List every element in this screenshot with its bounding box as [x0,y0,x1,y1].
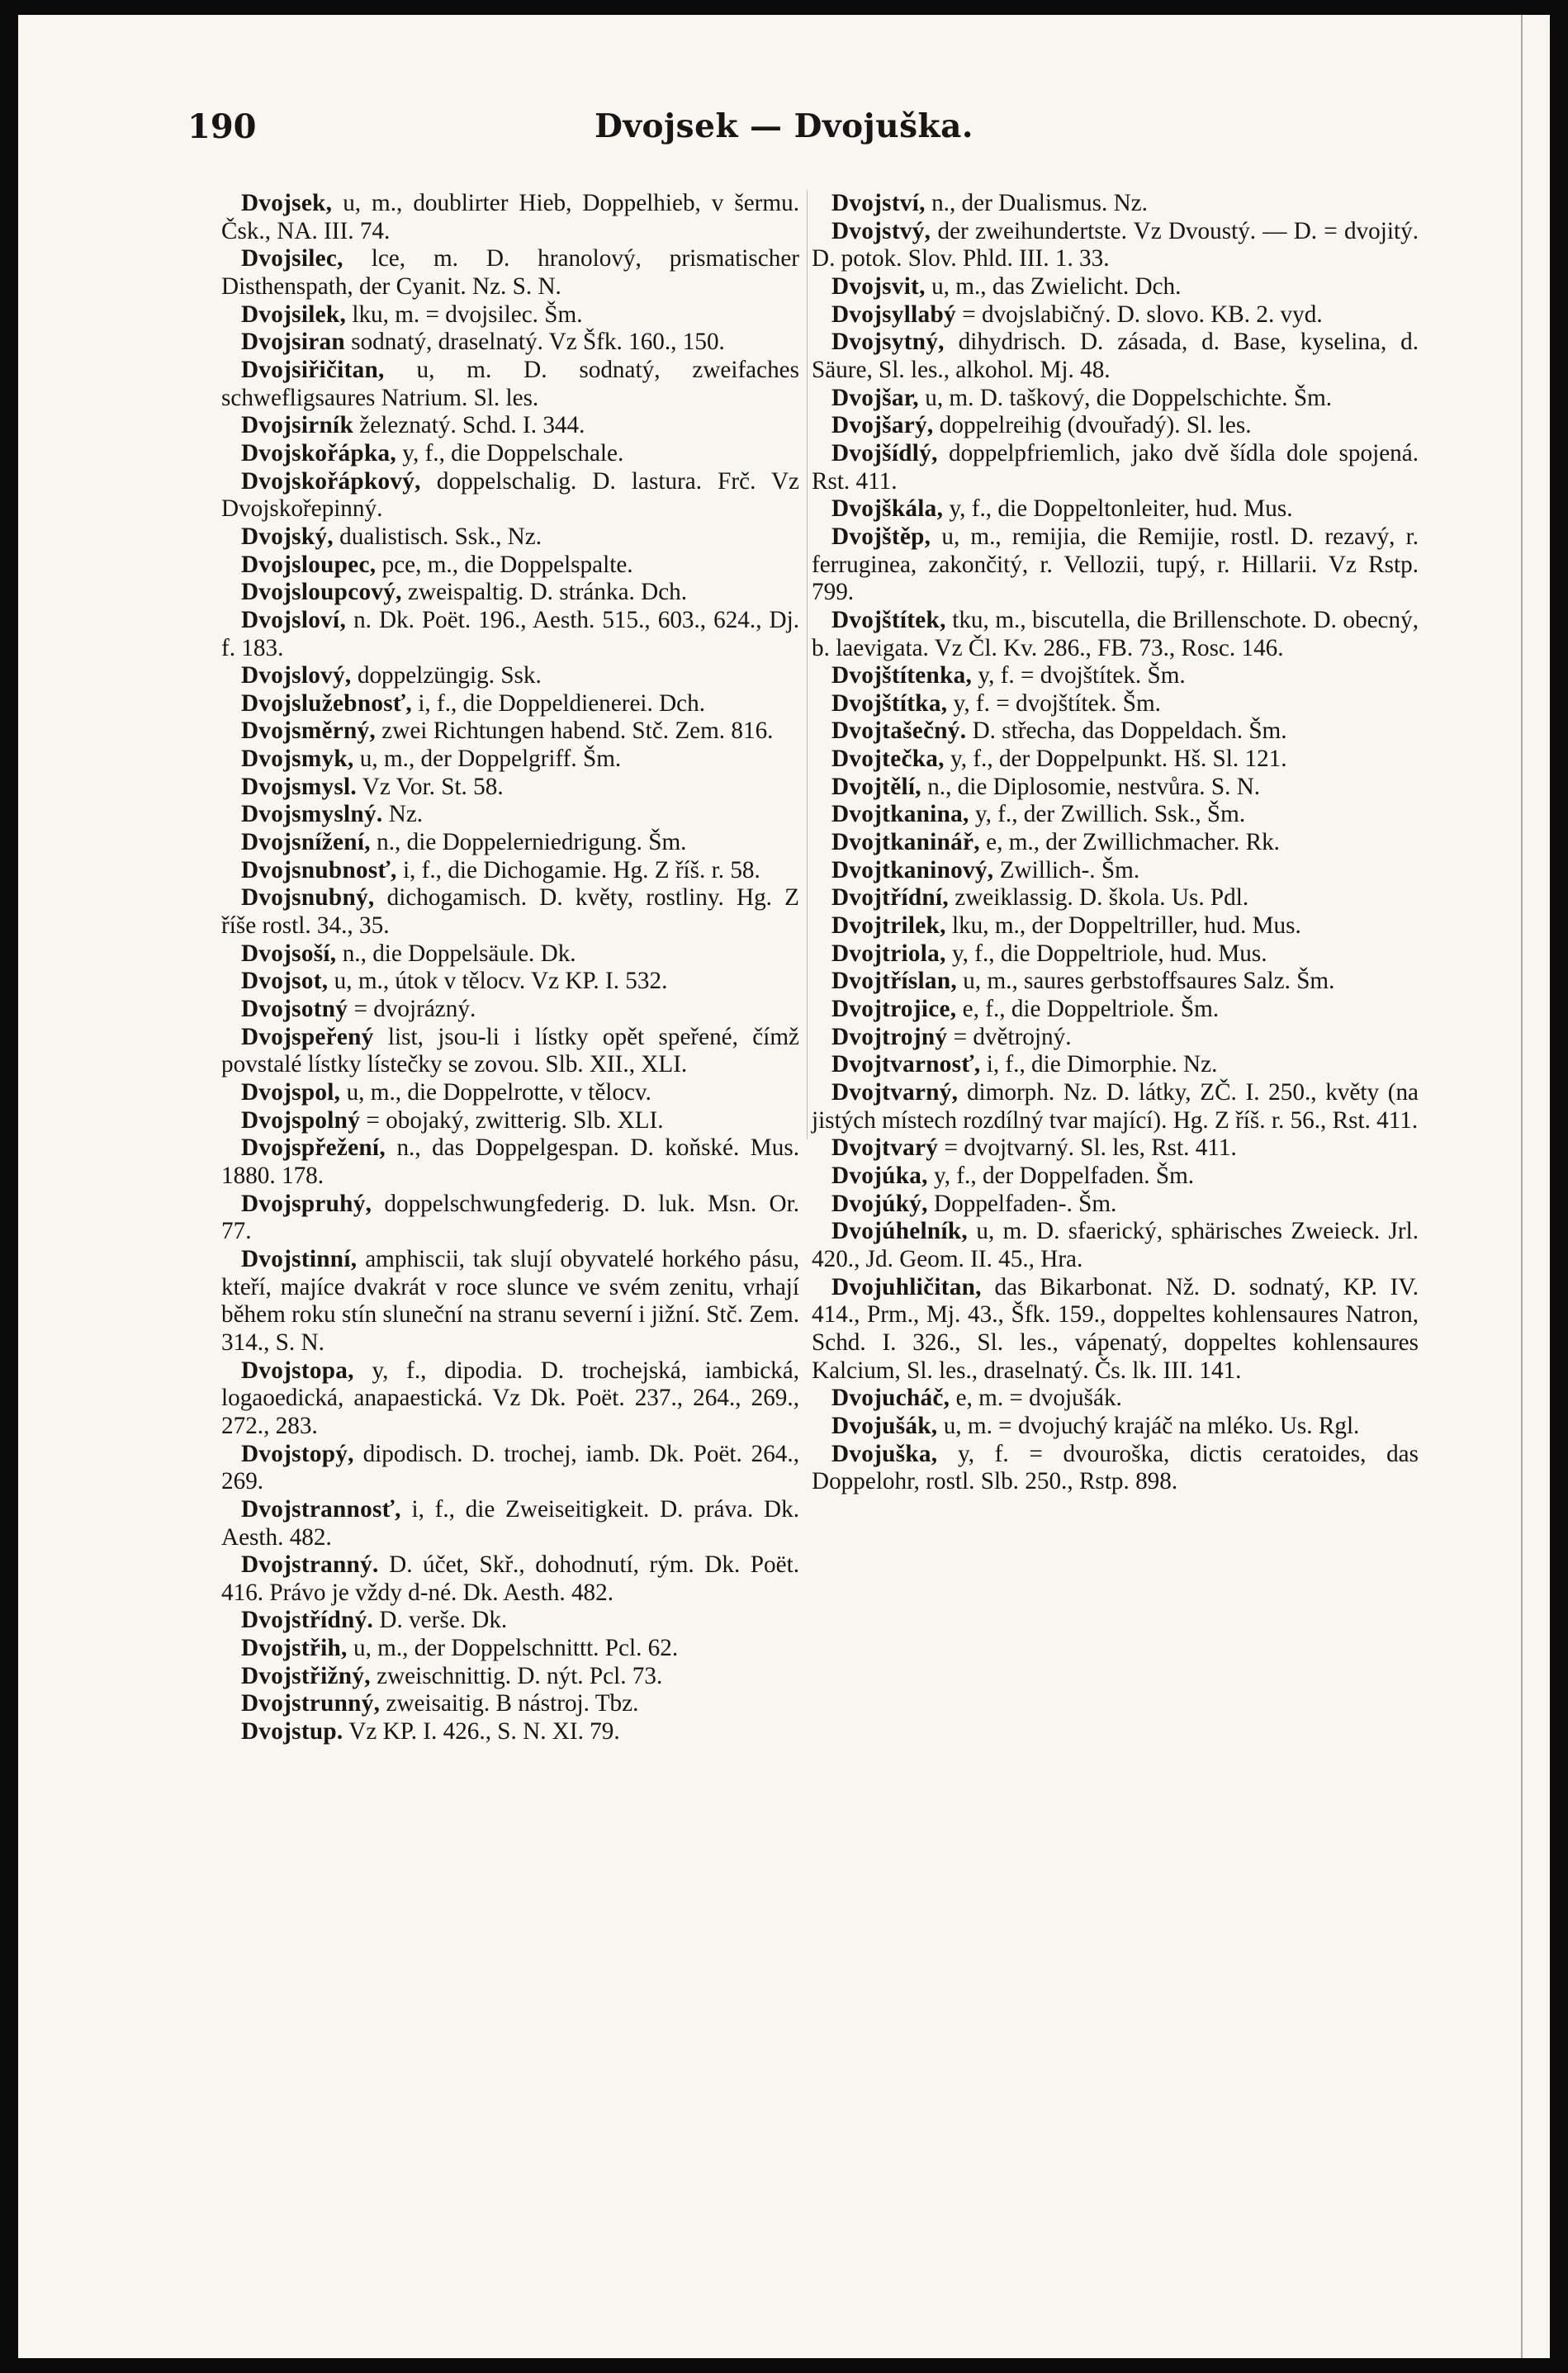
entry-headword: Dvojuhličitan, [831,1273,982,1300]
dictionary-entry [812,857,1419,885]
dictionary-entry [812,1218,1419,1273]
dictionary-entry [812,523,1419,607]
entry-definition: lku, m. = dvojsilec. Šm. [346,301,583,328]
dictionary-entry [221,301,799,329]
entry-headword: Dvojsyllabý [831,301,956,328]
dictionary-entry [812,1079,1419,1134]
dictionary-page [18,15,1550,2358]
entry-headword: Dvojskořápka, [241,439,396,467]
entry-definition: u, m., doublirter Hieb, Doppelhieb, v šermu. Čsk., NA. III. 74. [221,190,799,244]
dictionary-entry [221,1663,799,1691]
dictionary-entry [812,412,1419,440]
entry-headword: Dvojství, [831,190,926,216]
left-column [221,190,799,1746]
entry-definition: e, m. = dvojušák. [950,1385,1122,1412]
entry-definition: der zweihundertste. Vz Dvoustý. — D. = dvojitý. D. potok. Slov. Phld. III. 1. 33. [812,217,1419,272]
entry-definition: u, m., remijia, die Remijie, rostl. D. rezavý, r. ferruginea, zakončitý, r. Vellozii, tupý, r. Hillarii. Vz Rstp. 799. [812,523,1419,606]
dictionary-entry [812,996,1419,1024]
dictionary-entry [221,190,799,245]
entry-definition: železnatý. Schd. I. 344. [353,412,585,439]
entry-definition: sodnatý, draselnatý. Vz Šfk. 160., 150. [344,329,725,356]
entry-headword: Dvojtvarný, [831,1079,959,1106]
entry-headword: Dvojštítka, [831,689,948,717]
entry-definition: y, f. = dvojštítek. Šm. [947,689,1161,717]
dictionary-entry [221,1246,799,1357]
dictionary-entry [812,273,1419,301]
dictionary-entry [812,1385,1419,1413]
entry-headword: Dvojspol, [241,1079,341,1106]
entry-headword: Dvojsilek, [241,301,347,328]
entry-definition: u, m., die Doppelrotte, v tělocv. [340,1079,651,1106]
entry-definition: Vz KP. I. 426., S. N. XI. 79. [343,1718,620,1745]
entry-definition: Zwillich-. Šm. [993,856,1140,883]
entry-definition: i, f., die Zweiseitigkeit. D. práva. Dk. Aesth. 482. [221,1495,799,1551]
entry-headword: Dvojsloupcový, [241,579,402,606]
entry-headword: Dvojúký, [831,1190,928,1217]
entry-definition: Vz Vor. St. 58. [357,773,504,800]
entry-headword: Dvojštítenka, [831,662,973,689]
entry-headword: Dvojsot, [241,968,329,995]
entry-headword: Dvojštítek, [831,606,946,633]
dictionary-entry [221,829,799,857]
dictionary-entry [221,1551,799,1607]
entry-headword: Dvojtřídní, [831,884,949,912]
entry-definition: u, m., útok v tělocv. Vz KP. I. 532. [328,968,668,995]
entry-headword: Dvojsiran [241,329,345,356]
dictionary-entry [812,1441,1419,1496]
dictionary-entry [221,329,799,357]
entry-headword: Dvojspeřený [241,1023,374,1050]
entry-definition: dipodisch. D. trochej, iamb. Dk. Poët. 264., 269. [221,1440,799,1495]
entry-headword: Dvojsvit, [831,272,926,300]
dictionary-entry [221,245,799,301]
dictionary-entry [812,1134,1419,1163]
entry-definition: y, f., der Doppelpunkt. Hš. Sl. 121. [944,746,1287,773]
entry-headword: Dvojsiřičitan, [241,356,385,383]
entry-headword: Dvojsmyk, [241,746,354,773]
entry-headword: Dvojtrojice, [831,996,957,1023]
dictionary-entry [812,1051,1419,1079]
dictionary-entry [812,1274,1419,1385]
entry-definition: y, f., der Doppelfaden. Šm. [927,1162,1195,1189]
entry-headword: Dvojšídlý, [831,439,938,467]
entry-definition: zwei Richtungen habend. Stč. Zem. 816. [376,718,774,745]
entry-headword: Dvojsloví, [241,606,347,633]
entry-headword: Dvojspřežení, [241,1134,386,1162]
dictionary-entry [221,1496,799,1551]
entry-headword: Dvojstvý, [831,217,931,244]
entry-headword: Dvojškála, [831,495,944,523]
dictionary-entry [221,1107,799,1135]
entry-definition: n. Dk. Poët. 196., Aesth. 515., 603., 624., Dj. f. 183. [221,606,799,661]
entry-headword: Dvojtvarnosť, [831,1051,981,1078]
entry-definition: u, m., der Doppelgriff. Šm. [353,746,622,773]
dictionary-entry [221,662,799,690]
entry-headword: Dvojušák, [831,1412,938,1439]
page-header [18,107,1550,157]
page-edge-line [1521,15,1523,2358]
entry-headword: Dvojstrunný, [241,1690,381,1717]
entry-definition: D. verše. Dk. [373,1607,508,1634]
dictionary-entry [221,857,799,885]
dictionary-entry [812,746,1419,774]
entry-headword: Dvojtvarý [831,1134,939,1162]
entry-definition: doppelpfriemlich, jako dvě šídla dole spojená. Rst. 411. [812,439,1419,495]
dictionary-entry [812,190,1419,218]
entry-definition: dichogamisch. D. květy, rostliny. Hg. Z říše rostl. 34., 35. [221,884,799,940]
entry-headword: Dvojstopý, [241,1440,354,1467]
dictionary-entry [812,774,1419,802]
entry-headword: Dvojsotný [241,996,348,1023]
entry-definition: u, m. D. sfaerický, sphärisches Zweieck. Jrl. 420., Jd. Geom. II. 45., Hra. [812,1218,1419,1272]
entry-headword: Dvojtašečný. [831,718,967,745]
entry-definition: y, f., die Doppeltonleiter, hud. Mus. [943,495,1293,523]
entry-headword: Dvojsoší, [241,940,337,967]
entry-headword: Dvojstřídný. [241,1607,374,1634]
entry-definition: y, f. = dvojštítek. Šm. [972,662,1186,689]
dictionary-entry [812,385,1419,413]
entry-headword: Dvojtriola, [831,940,946,967]
entry-definition: u, m. D. sodnatý, zweifaches schwefligsaures Natrium. Sl. les. [221,356,799,411]
entry-headword: Dvojtkaninový, [831,856,994,883]
dictionary-entry [812,1024,1419,1052]
dictionary-entry [812,829,1419,857]
dictionary-entry [221,579,799,607]
dictionary-entry [812,884,1419,912]
entry-definition: y, f., die Doppeltriole, hud. Mus. [945,940,1267,967]
entry-headword: Dvojsmyslný. [241,801,383,828]
entry-definition: D. účet, Skř., dohodnutí, rým. Dk. Poët. 416. Právo je vždy d-né. Dk. Aesth. 482. [221,1551,799,1606]
dictionary-entry [812,1191,1419,1219]
entry-headword: Dvojspolný [241,1106,361,1134]
entry-definition: y, f. = dvouroška, dictis ceratoides, das Doppelohr, rostl. Slb. 250., Rstp. 898. [812,1440,1419,1495]
entry-headword: Dvojtkanina, [831,801,969,828]
entry-definition: e, m., der Zwillichmacher. Rk. [979,829,1280,856]
entry-headword: Dvojtělí, [831,773,921,800]
entry-definition: zweischnittig. D. nýt. Pcl. 73. [370,1662,663,1689]
entry-definition: e, f., die Doppeltriole. Šm. [956,996,1220,1023]
entry-definition: amphiscii, tak slují obyvatelé horkého pásu, kteří, majíce dvakrát v roce slunce ve svém zenitu, vrhají během roku stín sluneční na stranu severní i jižní. Stč. Zem. 314., S. N. [221,1245,799,1356]
dictionary-entry [221,996,799,1024]
dictionary-entry [221,718,799,746]
entry-headword: Dvojstup. [241,1718,343,1745]
dictionary-entry [221,1690,799,1718]
dictionary-entry [221,746,799,774]
entry-definition: = obojaký, zwitterig. Slb. XLI. [360,1106,664,1134]
dictionary-entry [221,1079,799,1107]
dictionary-entry [812,718,1419,746]
entry-definition: n., das Doppelgespan. D. koňské. Mus. 1880. 178. [221,1134,799,1189]
entry-definition: doppelreihig (dvouřadý). Sl. les. [933,412,1252,439]
dictionary-entry [221,940,799,969]
dictionary-entry [221,552,799,580]
dictionary-entry [812,218,1419,273]
dictionary-entry [812,1413,1419,1441]
entry-definition: list, jsou-li i lístky opět speřené, čímž povstalé lístky lístečky se zovou. Slb. XII., XLI. [221,1023,799,1078]
right-column [812,190,1419,1496]
entry-headword: Dvojsilec, [241,245,343,272]
dictionary-entry [221,690,799,718]
dictionary-entry [221,1357,799,1441]
dictionary-entry [221,412,799,440]
entry-headword: Dvojsnubný, [241,884,375,912]
entry-definition: dimorph. Nz. D. látky, ZČ. I. 250., květy (na jistých místech rozdílný tvar mající). Hg. Z říš. r. 56., Rst. 411. [812,1079,1419,1134]
entry-definition: zweispaltig. D. stránka. Dch. [401,579,688,606]
dictionary-entry [812,607,1419,662]
dictionary-entry [812,801,1419,829]
entry-definition: doppelzüngig. Ssk. [351,662,542,689]
entry-definition: das Bikarbonat. Nž. D. sodnatý, KP. IV. 414., Prm., Mj. 43., Šfk. 159., doppeltes kohlensaures Natron, Schd. I. 326., Sl. les., vápenatý, doppeltes kohlensaures Kalcium, Sl. les., draselnatý. Čs. lk. III. 141. [812,1273,1419,1384]
dictionary-entry [812,329,1419,384]
entry-definition: n., die Doppelerniedrigung. Šm. [370,829,687,856]
entry-headword: Dvojsirník [241,412,353,439]
dictionary-entry [812,940,1419,969]
entry-headword: Dvojskořápkový, [241,467,421,495]
entry-headword: Dvojsmysl. [241,773,358,800]
dictionary-entry [812,1163,1419,1191]
entry-headword: Dvojštěp, [831,523,931,550]
entry-definition: Nz. [382,801,424,828]
entry-definition: u, m., saures gerbstoffsaures Salz. Šm. [956,968,1335,995]
dictionary-entry [812,968,1419,996]
dictionary-entry [812,495,1419,523]
entry-definition: n., die Doppelsäule. Dk. [336,940,576,967]
entry-headword: Dvojtrilek, [831,912,946,940]
column-divider [807,190,808,1139]
entry-headword: Dvojstřih, [241,1635,348,1662]
dictionary-entry [221,774,799,802]
entry-definition: = dvojrázný. [348,996,476,1023]
entry-definition: n., die Diplosomie, nestvůra. S. N. [921,773,1261,800]
dictionary-entry [221,884,799,940]
entry-headword: Dvojúhelník, [831,1218,968,1245]
dictionary-entry [812,301,1419,329]
entry-definition: dihydrisch. D. zásada, d. Base, kyselina, d. Säure, Sl. les., alkohol. Mj. 48. [812,329,1419,383]
entry-headword: Dvojstranný. [241,1551,379,1579]
entry-definition: dualistisch. Ssk., Nz. [333,523,542,550]
entry-headword: Dvojsnížení, [241,829,371,856]
dictionary-entry [221,523,799,552]
dictionary-entry [221,440,799,468]
entry-definition: n., der Dualismus. Nz. [925,190,1148,216]
entry-definition: u, m. = dvojuchý krajáč na mléko. Us. Rgl. [937,1412,1360,1439]
entry-headword: Dvojsek, [241,190,333,216]
page-number: 190 [187,107,257,146]
dictionary-entry [221,357,799,412]
dictionary-entry [221,1635,799,1663]
entry-definition: pce, m., die Doppelspalte. [376,551,633,578]
entry-definition: Doppelfaden-. Šm. [927,1190,1117,1217]
entry-definition: u, m. D. taškový, die Doppelschichte. Šm. [918,384,1333,411]
entry-headword: Dvojsloupec, [241,551,377,578]
entry-headword: Dvojtečka, [831,746,945,773]
entry-headword: Dvojsměrný, [241,718,376,745]
entry-headword: Dvojtkaninář, [831,829,980,856]
dictionary-entry [221,607,799,662]
entry-headword: Dvojslužebnosť, [241,689,413,717]
entry-headword: Dvojspruhý, [241,1190,372,1217]
dictionary-entry [221,468,799,523]
dictionary-entry [221,1191,799,1246]
entry-headword: Dvojsytný, [831,329,945,356]
entry-headword: Dvojúka, [831,1162,928,1189]
dictionary-entry [812,690,1419,718]
entry-headword: Dvojstopa, [241,1357,354,1384]
dictionary-entry [221,1718,799,1746]
entry-definition: u, m., der Doppelschnittt. Pcl. 62. [347,1635,679,1662]
dictionary-entry [221,1607,799,1635]
dictionary-entry [221,1134,799,1190]
entry-headword: Dvojstřižný, [241,1662,371,1689]
entry-definition: y, f., der Zwillich. Ssk., Šm. [969,801,1246,828]
entry-headword: Dvojsnubnosť, [241,856,397,883]
entry-definition: zweiklassig. D. škola. Us. Pdl. [948,884,1249,912]
dictionary-entry [221,1441,799,1496]
entry-headword: Dvojtrojný [831,1023,948,1050]
entry-definition: = dvojtvarný. Sl. les, Rst. 411. [938,1134,1237,1162]
entry-definition: D. střecha, das Doppeldach. Šm. [966,718,1287,745]
entry-headword: Dvojslový, [241,662,352,689]
entry-definition: doppelschwungfederig. D. luk. Msn. Or. 77. [221,1190,799,1245]
entry-definition: u, m., das Zwielicht. Dch. [925,272,1182,300]
entry-definition: zweisaitig. B nástroj. Tbz. [380,1690,639,1717]
entry-headword: Dvojstinní, [241,1245,358,1272]
entry-definition: = dvojslabičný. D. slovo. KB. 2. vyd. [955,301,1323,328]
entry-headword: Dvojstrannosť, [241,1495,401,1523]
dictionary-entry [812,912,1419,940]
dictionary-entry [221,1024,799,1079]
entry-headword: Dvojský, [241,523,334,550]
entry-definition: doppelschalig. D. lastura. Frč. Vz Dvojskořepinný. [221,467,799,523]
entry-definition: i, f., die Dimorphie. Nz. [980,1051,1218,1078]
entry-headword: Dvojšar, [831,384,919,411]
entry-definition: i, f., die Dichogamie. Hg. Z říš. r. 58. [396,856,760,883]
dictionary-entry [221,801,799,829]
entry-headword: Dvojucháč, [831,1385,950,1412]
entry-definition: i, f., die Doppeldienerei. Dch. [412,689,706,717]
dictionary-entry [812,440,1419,495]
entry-definition: lce, m. D. hranolový, prismatischer Disthenspath, der Cyanit. Nz. S. N. [221,245,799,300]
running-head: Dvojsek — Dvojuška. [595,107,973,145]
entry-definition: tku, m., biscutella, die Brillenschote. D. obecný, b. laevigata. Vz Čl. Kv. 286., FB. 73., Rosc. 146. [812,606,1419,661]
entry-headword: Dvojuška, [831,1440,938,1467]
entry-definition: lku, m., der Doppeltriller, hud. Mus. [945,912,1301,940]
entry-definition: y, f., die Doppelschale. [396,439,624,467]
entry-headword: Dvojtříslan, [831,968,957,995]
entry-headword: Dvojšarý, [831,412,934,439]
dictionary-entry [812,662,1419,690]
dictionary-entry [221,968,799,996]
entry-definition: y, f., dipodia. D. trochejská, iambická, logaoedická, anapaestická. Vz Dk. Poët. 237., 264., 269., 272., 283. [221,1357,799,1439]
entry-definition: = dvětrojný. [947,1023,1072,1050]
